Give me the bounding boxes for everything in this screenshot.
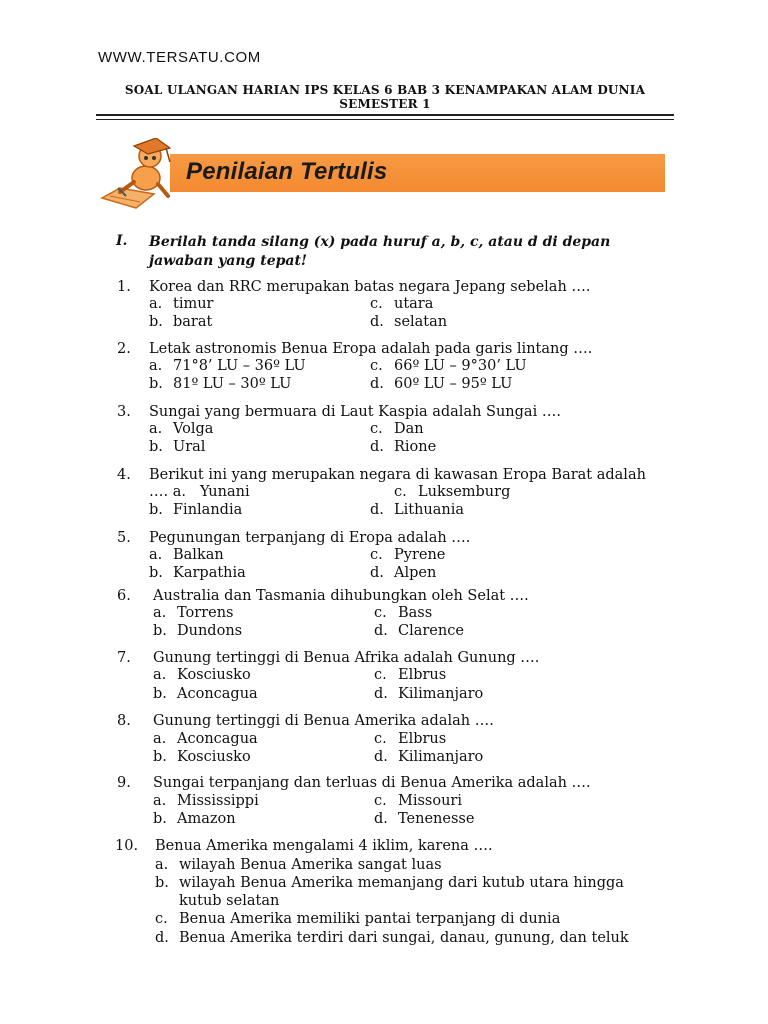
option-letter: d. <box>370 439 384 455</box>
option-text: Yunani <box>200 484 250 500</box>
option-c[interactable] <box>370 421 424 437</box>
option-text: Tenenesse <box>398 811 475 827</box>
question-number: 5. <box>117 530 131 546</box>
option-letter: b. <box>153 623 167 639</box>
option-letter: d. <box>374 686 388 702</box>
option-letter: b. <box>153 749 167 765</box>
option-letter: d. <box>370 565 384 581</box>
option-text: Dan <box>394 421 424 437</box>
question-continuation: …. a. <box>149 484 186 500</box>
option-letter: b. <box>149 376 163 392</box>
option-d[interactable] <box>374 686 483 702</box>
option-text: Pyrene <box>394 547 446 563</box>
option-letter: d. <box>155 930 169 946</box>
option-letter: c. <box>155 911 168 927</box>
option-letter: a. <box>149 547 163 563</box>
option-letter: d. <box>370 314 384 330</box>
option-d[interactable] <box>370 502 464 518</box>
question-number: 4. <box>117 467 131 483</box>
option-text: selatan <box>394 314 448 330</box>
option-letter: c. <box>370 547 383 563</box>
option-c[interactable] <box>374 605 432 621</box>
question-text: Sungai yang bermuara di Laut Kaspia adalah Sungai …. <box>149 404 561 420</box>
option-b[interactable] <box>149 565 246 581</box>
option-a[interactable] <box>149 421 213 437</box>
option-c[interactable] <box>370 547 445 563</box>
option-letter: b. <box>149 439 163 455</box>
option-a[interactable] <box>149 296 213 312</box>
option-c[interactable] <box>374 667 446 683</box>
option-text: Bass <box>398 605 433 621</box>
document-subtitle: SEMESTER 1 <box>339 97 431 111</box>
option-c[interactable] <box>155 910 635 928</box>
option-b[interactable] <box>149 502 242 518</box>
option-letter: a. <box>149 421 163 437</box>
option-letter: d. <box>374 811 388 827</box>
option-letter: b. <box>149 502 163 518</box>
option-d[interactable] <box>370 376 512 392</box>
option-letter: d. <box>370 502 384 518</box>
option-text: Aconcagua <box>177 686 258 702</box>
option-b[interactable] <box>153 686 258 702</box>
option-letter: a. <box>153 731 167 747</box>
option-text: 81º LU – 30º LU <box>173 376 292 392</box>
option-d[interactable] <box>370 565 436 581</box>
option-d[interactable] <box>370 314 447 330</box>
option-text: Dundons <box>177 623 243 639</box>
option-text: wilayah Benua Amerika sangat luas <box>179 857 442 873</box>
option-b[interactable] <box>149 314 212 330</box>
option-text: Torrens <box>177 605 234 621</box>
option-text: Clarence <box>398 623 464 639</box>
option-text: Kosciusko <box>177 667 251 683</box>
option-letter: c. <box>370 421 383 437</box>
question-text: Berikut ini yang merupakan negara di kawasan Eropa Barat adalah <box>149 467 646 483</box>
question-number: 6. <box>117 588 131 604</box>
option-letter: a. <box>155 857 169 873</box>
option-letter: c. <box>370 296 383 312</box>
option-c[interactable] <box>370 296 433 312</box>
option-letter: b. <box>155 875 169 891</box>
option-letter: c. <box>374 667 387 683</box>
option-text: barat <box>173 314 213 330</box>
option-letter: a. <box>149 296 163 312</box>
option-b[interactable] <box>149 376 291 392</box>
question-number: 2. <box>117 341 131 357</box>
option-b[interactable] <box>153 623 242 639</box>
question-text: Korea dan RRC merupakan batas negara Jepang sebelah …. <box>149 279 591 295</box>
option-text: Balkan <box>173 547 224 563</box>
option-a[interactable] <box>149 358 306 374</box>
option-d[interactable] <box>374 749 483 765</box>
question-text: Gunung tertinggi di Benua Afrika adalah Gunung …. <box>153 650 540 666</box>
option-text: Lithuania <box>394 502 465 518</box>
question-text: Benua Amerika mengalami 4 iklim, karena …. <box>155 838 493 854</box>
option-c[interactable] <box>394 484 510 500</box>
question-text: Pegunungan terpanjang di Eropa adalah …. <box>149 530 471 546</box>
option-text: Benua Amerika terdiri dari sungai, danau, gunung, dan teluk <box>179 930 629 946</box>
option-letter: a. <box>153 605 167 621</box>
option-text: 66º LU – 9°30’ LU <box>394 358 527 374</box>
option-text: Aconcagua <box>177 731 258 747</box>
option-text: Alpen <box>394 565 437 581</box>
option-letter: a. <box>153 793 167 809</box>
option-letter: c. <box>374 605 387 621</box>
option-a[interactable] <box>153 731 258 747</box>
option-letter: a. <box>149 358 163 374</box>
option-text: Finlandia <box>173 502 243 518</box>
option-letter: b. <box>149 565 163 581</box>
option-text: Missouri <box>398 793 463 809</box>
option-text: utara <box>394 296 434 312</box>
option-d[interactable] <box>374 623 464 639</box>
header-rule <box>96 114 674 116</box>
option-letter: b. <box>149 314 163 330</box>
option-b[interactable] <box>155 874 635 910</box>
option-a[interactable] <box>149 547 224 563</box>
option-a[interactable] <box>153 667 251 683</box>
student-writing-icon <box>96 138 184 210</box>
option-d[interactable] <box>370 439 436 455</box>
option-letter: a. <box>153 667 167 683</box>
option-d[interactable] <box>155 929 635 947</box>
option-b[interactable] <box>153 749 251 765</box>
option-text: Ural <box>173 439 206 455</box>
option-text: Kilimanjaro <box>398 686 484 702</box>
option-c[interactable] <box>374 731 446 747</box>
question-text: Sungai terpanjang dan terluas di Benua Amerika adalah …. <box>153 775 591 791</box>
option-letter: c. <box>374 793 387 809</box>
option-text: 71°8’ LU – 36º LU <box>173 358 306 374</box>
option-text: timur <box>173 296 214 312</box>
option-text: Elbrus <box>398 667 447 683</box>
option-d[interactable] <box>374 811 474 827</box>
option-letter: b. <box>153 686 167 702</box>
option-text: Karpathia <box>173 565 246 581</box>
option-text: wilayah Benua Amerika memanjang dari kutub utara hingga kutub selatan <box>179 875 624 909</box>
option-a[interactable] <box>153 605 234 621</box>
instruction-text: Berilah tanda silang (x) pada huruf a, b, c, atau d di depan jawaban yang tepat! <box>149 234 611 269</box>
question-number: 9. <box>117 775 131 791</box>
option-text: Kosciusko <box>177 749 251 765</box>
option-text: Kilimanjaro <box>398 749 484 765</box>
question-text: Letak astronomis Benua Eropa adalah pada garis lintang …. <box>149 341 593 357</box>
header-rule-thin <box>96 119 674 120</box>
question-number: 8. <box>117 713 131 729</box>
question-text: Gunung tertinggi di Benua Amerika adalah …. <box>153 713 494 729</box>
option-text: 60º LU – 95º LU <box>394 376 513 392</box>
document-title: SOAL ULANGAN HARIAN IPS KELAS 6 BAB 3 KENAMPAKAN ALAM DUNIA <box>124 83 646 97</box>
option-letter: d. <box>370 376 384 392</box>
option-c[interactable] <box>370 358 527 374</box>
question-number: 7. <box>117 650 131 666</box>
option-text: Volga <box>173 421 214 437</box>
option-letter: c. <box>374 731 387 747</box>
option-text: Amazon <box>177 811 236 827</box>
section-title: Penilaian Tertulis <box>186 158 388 185</box>
option-text: Rione <box>394 439 437 455</box>
question-number: 1. <box>117 279 131 295</box>
option-a[interactable] <box>155 856 635 874</box>
option-text: Luksemburg <box>418 484 511 500</box>
option-letter: c. <box>370 358 383 374</box>
option-letter: d. <box>374 749 388 765</box>
option-letter: d. <box>374 623 388 639</box>
option-c[interactable] <box>374 793 462 809</box>
option-a[interactable] <box>200 484 250 500</box>
question-text: Australia dan Tasmania dihubungkan oleh Selat …. <box>153 588 529 604</box>
question-number: 3. <box>117 404 131 420</box>
option-text: Mississippi <box>177 793 259 809</box>
option-letter: c. <box>394 484 407 500</box>
option-a[interactable] <box>153 793 259 809</box>
option-text: Benua Amerika memiliki pantai terpanjang di dunia <box>179 911 561 927</box>
option-b[interactable] <box>153 811 236 827</box>
site-url[interactable]: WWW.TERSATU.COM <box>98 49 261 66</box>
question-number: 10. <box>115 838 139 854</box>
option-b[interactable] <box>149 439 205 455</box>
option-letter: b. <box>153 811 167 827</box>
instruction-number: I. <box>116 233 128 249</box>
option-text: Elbrus <box>398 731 447 747</box>
